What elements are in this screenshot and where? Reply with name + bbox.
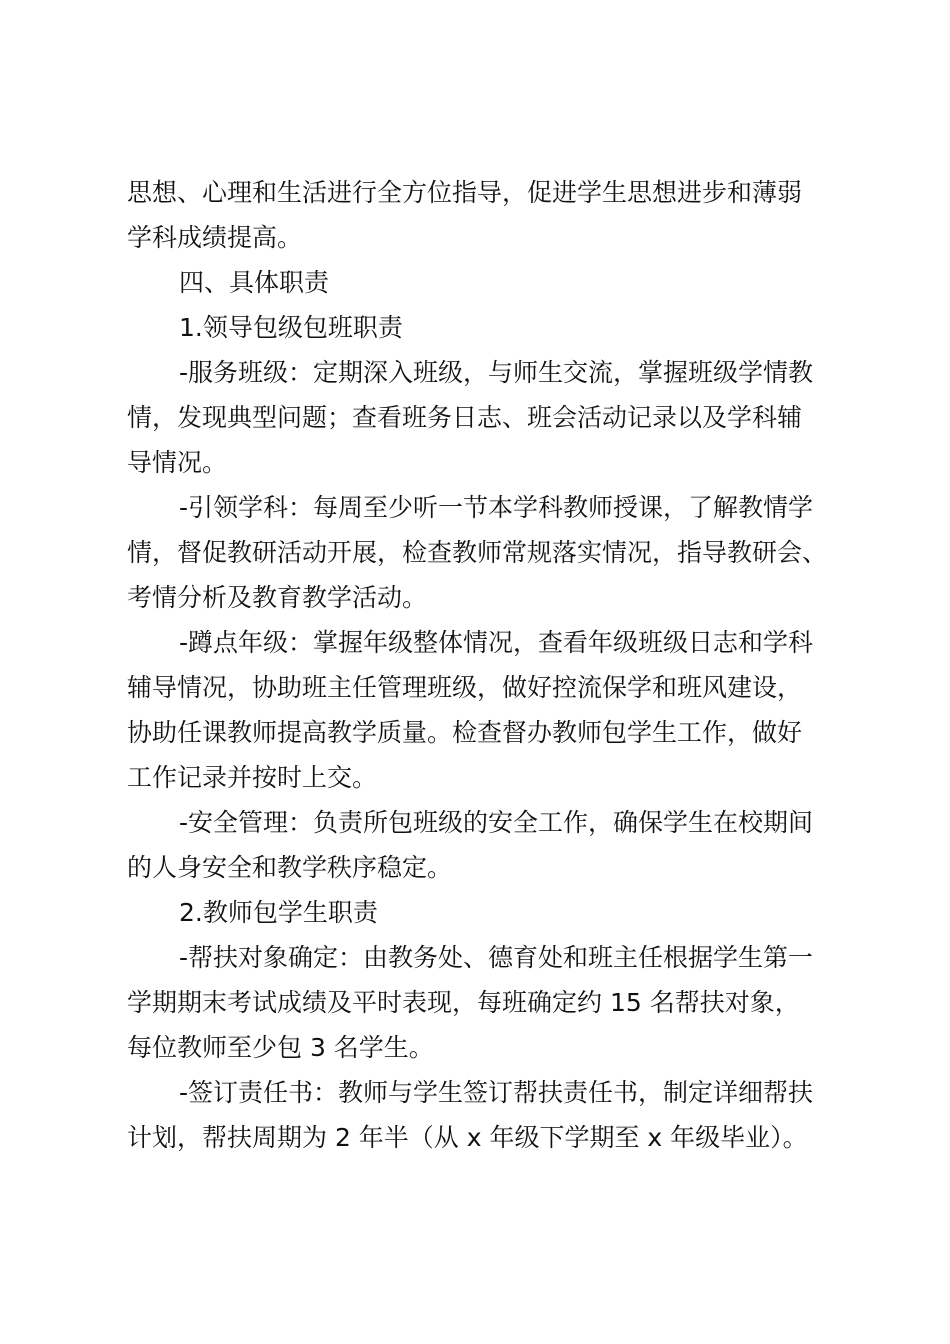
paragraph-start-line: -帮扶对象确定：由教务处、德育处和班主任根据学生第一 — [179, 943, 814, 972]
body-line: 学科成绩提高。 — [127, 223, 303, 252]
subsection-heading: 1.领导包级包班职责 — [179, 313, 403, 342]
body-line: 思想、心理和生活进行全方位指导，促进学生思想进步和薄弱 — [127, 178, 803, 207]
subsection-heading: 2.教师包学生职责 — [179, 898, 378, 927]
body-line: 导情况。 — [127, 448, 228, 477]
body-line: 每位教师至少包 3 名学生。 — [127, 1033, 434, 1062]
body-line: 情，发现典型问题；查看班务日志、班会活动记录以及学科辅 — [127, 403, 803, 432]
paragraph-start-line: -蹲点年级：掌握年级整体情况，查看年级班级日志和学科 — [179, 628, 814, 657]
body-line: 工作记录并按时上交。 — [127, 763, 378, 792]
body-line: 的人身安全和教学秩序稳定。 — [127, 853, 453, 882]
body-line: 辅导情况，协助班主任管理班级，做好控流保学和班风建设， — [127, 673, 803, 702]
paragraph-start-line: -服务班级：定期深入班级，与师生交流，掌握班级学情教 — [179, 358, 814, 387]
body-line: 情，督促教研活动开展，检查教师常规落实情况，指导教研会、 — [127, 538, 828, 567]
body-line: 协助任课教师提高教学质量。检查督办教师包学生工作，做好 — [127, 718, 803, 747]
section-heading: 四、具体职责 — [179, 268, 330, 297]
document-body — [127, 170, 835, 1160]
paragraph-start-line: -引领学科：每周至少听一节本学科教师授课，了解教情学 — [179, 493, 814, 522]
paragraph-start-line: -签订责任书：教师与学生签订帮扶责任书，制定详细帮扶 — [179, 1078, 814, 1107]
body-line: 计划，帮扶周期为 2 年半（从 x 年级下学期至 x 年级毕业）。 — [127, 1123, 808, 1152]
body-line: 考情分析及教育教学活动。 — [127, 583, 428, 612]
body-line: 学期期末考试成绩及平时表现，每班确定约 15 名帮扶对象， — [127, 988, 800, 1017]
paragraph-start-line: -安全管理：负责所包班级的安全工作，确保学生在校期间 — [179, 808, 814, 837]
